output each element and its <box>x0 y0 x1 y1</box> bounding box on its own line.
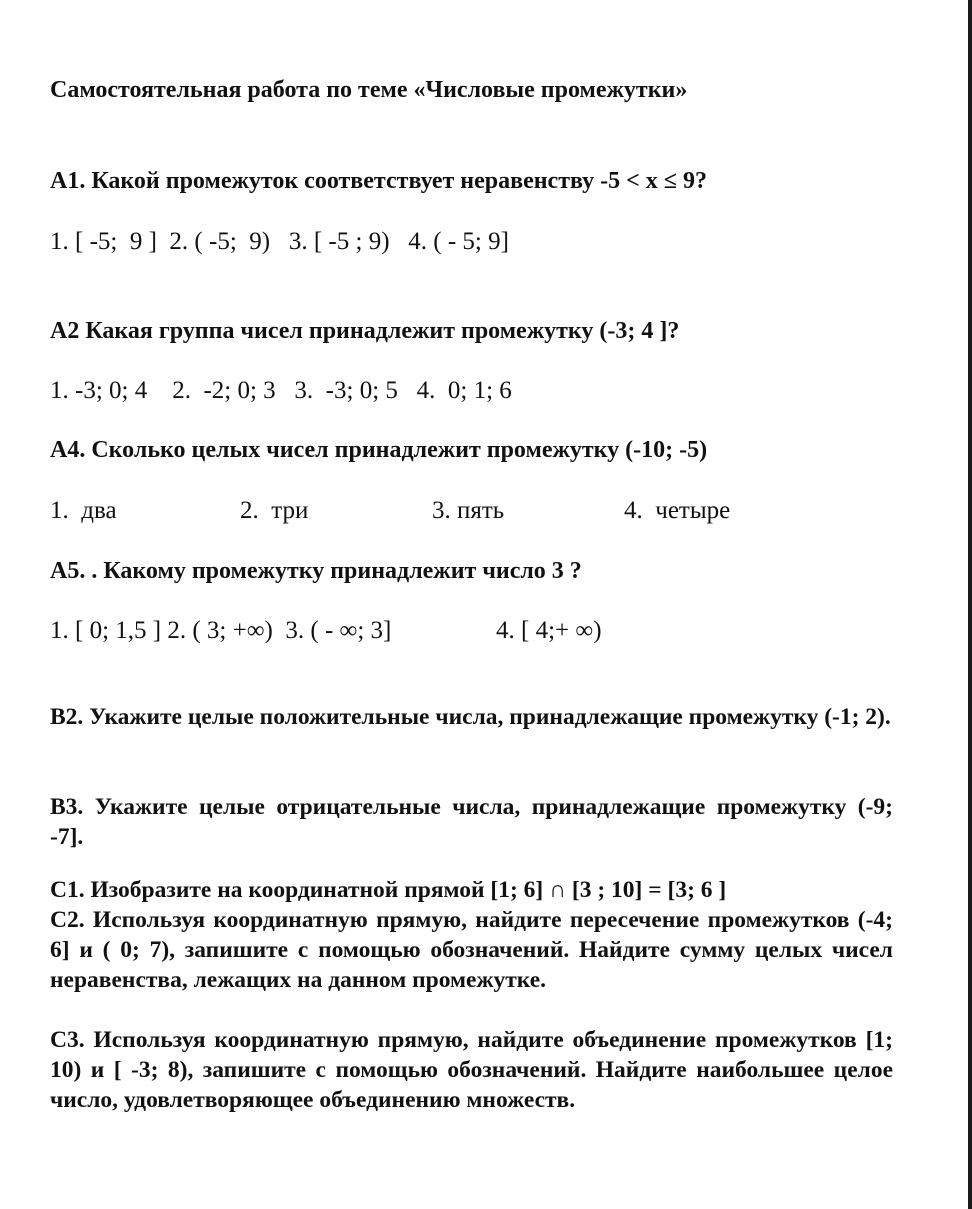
worksheet-title: Самостоятельная работа по теме «Числовые промежутки» <box>50 77 688 103</box>
task-c1: С1. Изобразите на координатной прямой [1; 6] ∩ [3 ; 10] = [3; 6 ] <box>50 877 727 903</box>
task-b2: В2. Укажите целые положительные числа, принадлежащие промежутку (-1; 2). <box>50 704 891 730</box>
answer-a4-option-4: 4. четыре <box>624 497 731 524</box>
question-a1: А1. Какой промежуток соответствует неравенству -5 < x ≤ 9? <box>50 168 707 194</box>
answer-a4-option-3: 3. пять <box>432 497 505 524</box>
answers-a2: 1. -3; 0; 4 2. -2; 0; 3 3. -3; 0; 5 4. 0; 1; 6 <box>50 377 512 404</box>
task-b3: В3. Укажите целые отрицательные числа, принадлежащие промежутку (-9; -7]. <box>50 794 893 850</box>
answers-a5-left: 1. [ 0; 1,5 ] 2. ( 3; +∞) 3. ( - ∞; 3] <box>50 617 392 644</box>
task-c2: С2. Используя координатную прямую, найдите пересечение промежутков (-4; 6] и ( 0; 7), запишите с помощью обозначений. Найдите сумму целых чисел неравенства, лежащих на данном промежутке. <box>50 907 893 993</box>
task-c3: С3. Используя координатную прямую, найдите объединение промежутков [1; 10) и [ -3; 8), запишите с помощью обозначений. Найдите наибольшее целое число, удовлетворяющее объединению множеств. <box>50 1027 893 1113</box>
answer-a4-option-1: 1. два <box>50 497 117 524</box>
question-a2: А2 Какая группа чисел принадлежит промежутку (-3; 4 ]? <box>50 318 680 344</box>
answer-a4-option-2: 2. три <box>240 497 309 524</box>
page-right-border <box>968 0 972 1209</box>
answers-a5-right: 4. [ 4;+ ∞) <box>496 617 602 644</box>
answers-a1: 1. [ -5; 9 ] 2. ( -5; 9) 3. [ -5 ; 9) 4. ( - 5; 9] <box>50 228 509 255</box>
question-a4: А4. Сколько целых чисел принадлежит промежутку (-10; -5) <box>50 437 708 463</box>
question-a5: А5. . Какому промежутку принадлежит число 3 ? <box>50 558 582 584</box>
